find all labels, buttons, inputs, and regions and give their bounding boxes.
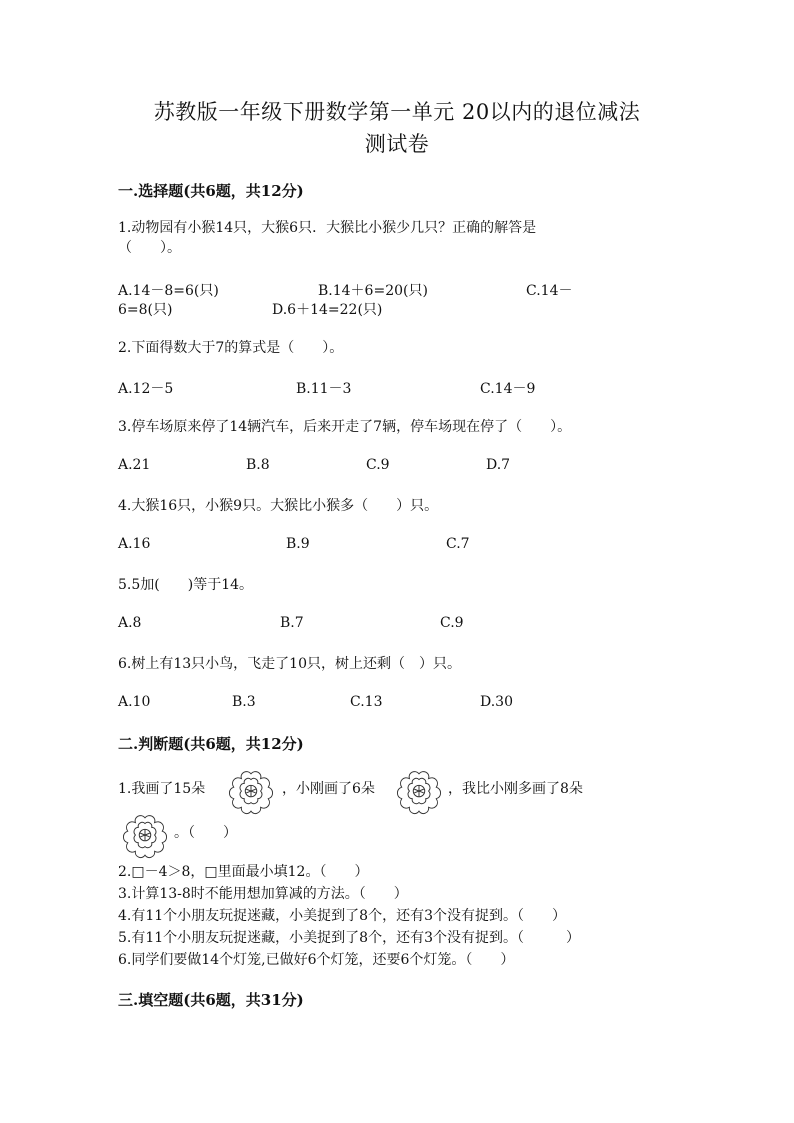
- question-5-option-a[interactable]: A.8: [118, 615, 142, 631]
- question-3-option-c[interactable]: C.9: [366, 457, 390, 473]
- judgment-2-text: 2.□－4＞8，□里面最小填12。（ ）: [118, 864, 369, 880]
- question-1-option-b[interactable]: B.14＋6=20(只): [318, 283, 428, 299]
- question-2-option-b[interactable]: B.11－3: [296, 381, 352, 397]
- judgment-1-part4: 。（ ）: [174, 825, 237, 841]
- judgment-4-text: 4.有11个小朋友玩捉迷藏，小美捉到了8个，还有3个没有捉到。（ ）: [118, 908, 566, 924]
- question-2-option-a[interactable]: A.12－5: [118, 381, 174, 397]
- page-title-line1: 苏教版一年级下册数学第一单元 20以内的退位减法: [153, 100, 641, 124]
- question-1-option-d[interactable]: D.6＋14=22(只): [272, 302, 383, 318]
- question-5-option-b[interactable]: B.7: [280, 615, 304, 631]
- question-6-option-b[interactable]: B.3: [232, 694, 256, 710]
- question-5-text: 5.5加( )等于14。: [118, 577, 254, 593]
- question-1-option-c-part2[interactable]: 6=8(只): [118, 302, 173, 318]
- question-6-option-d[interactable]: D.30: [480, 694, 513, 710]
- question-5-option-c[interactable]: C.9: [440, 615, 464, 631]
- judgment-5-text: 5.有11个小朋友玩捉迷藏，小美捉到了8个，还有3个没有捉到。（ ）: [118, 930, 580, 946]
- flower-icon: [228, 768, 274, 816]
- question-6-option-c[interactable]: C.13: [350, 694, 383, 710]
- question-4-text: 4.大猴16只，小猴9只。大猴比小猴多（ ）只。: [118, 498, 439, 514]
- question-1-line1: 1.动物园有小猴14只，大猴6只．大猴比小猴少几只？正确的解答是: [118, 220, 537, 236]
- question-2-option-c[interactable]: C.14－9: [480, 381, 536, 397]
- question-4-option-b[interactable]: B.9: [286, 536, 310, 552]
- question-3-option-d[interactable]: D.7: [486, 457, 511, 473]
- question-1-line2: （ ）。: [118, 240, 181, 256]
- judgment-6-text: 6.同学们要做14个灯笼,已做好6个灯笼，还要6个灯笼。（ ）: [118, 952, 515, 968]
- page-title-line2: 测试卷: [364, 132, 430, 156]
- question-6-option-a[interactable]: A.10: [118, 694, 151, 710]
- judgment-3-text: 3.计算13-8时不能用想加算减的方法。（ ）: [118, 886, 408, 902]
- question-2-text: 2.下面得数大于7的算式是（ ）。: [118, 340, 344, 356]
- question-1-option-a[interactable]: A.14－8=6(只): [118, 283, 219, 299]
- section-heading-fill-in: 三.填空题(共6题，共31分): [118, 991, 304, 1009]
- section-heading-choice: 一.选择题(共6题，共12分): [118, 182, 304, 200]
- judgment-1-part2: ，小刚画了6朵: [282, 781, 375, 797]
- question-3-text: 3.停车场原来停了14辆汽车，后来开走了7辆，停车场现在停了（ ）。: [118, 419, 572, 435]
- section-heading-judgment: 二.判断题(共6题，共12分): [118, 735, 304, 753]
- question-6-text: 6.树上有13只小鸟，飞走了10只，树上还剩（ ）只。: [118, 656, 461, 672]
- question-4-option-c[interactable]: C.7: [446, 536, 470, 552]
- question-3-option-b[interactable]: B.8: [246, 457, 270, 473]
- judgment-1-part3: ，我比小刚多画了8朵: [448, 781, 583, 797]
- question-3-option-a[interactable]: A.21: [118, 457, 151, 473]
- flower-icon: [122, 812, 168, 860]
- question-1-option-c-part1[interactable]: C.14－: [526, 283, 573, 299]
- flower-icon: [396, 768, 442, 816]
- question-4-option-a[interactable]: A.16: [118, 536, 151, 552]
- judgment-1-part1: 1.我画了15朵: [118, 781, 206, 797]
